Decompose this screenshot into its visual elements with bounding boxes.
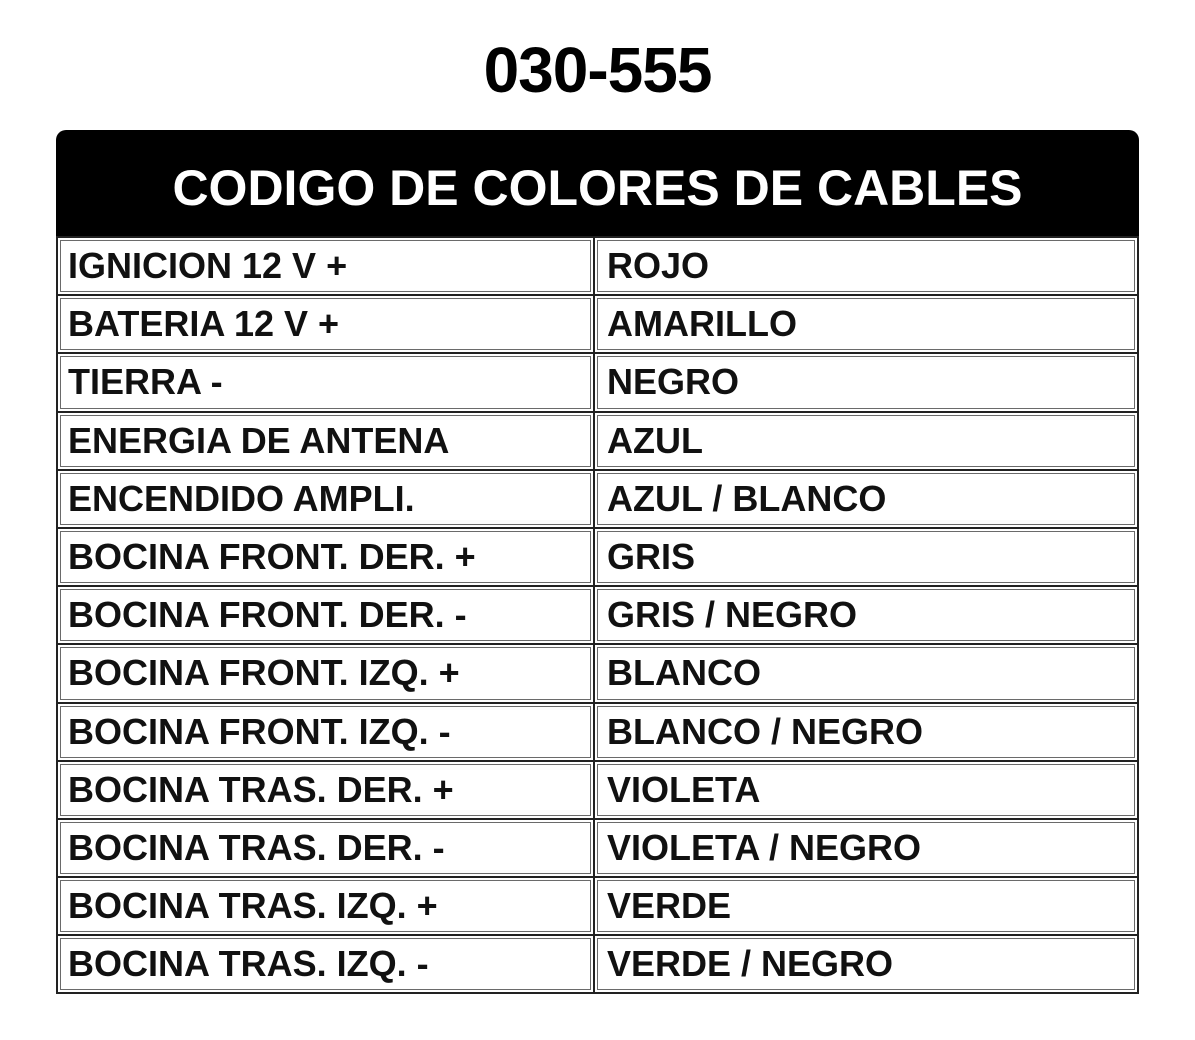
color-cell: BLANCO: [595, 645, 1137, 701]
function-cell: BOCINA FRONT. IZQ. -: [58, 704, 595, 760]
table-row: [58, 818, 1137, 876]
table-row: [58, 876, 1137, 934]
model-code-title: 030-555: [483, 34, 712, 106]
function-cell: BOCINA FRONT. IZQ. +: [58, 645, 595, 701]
table-row: [58, 294, 1137, 352]
color-cell: VERDE / NEGRO: [595, 936, 1137, 992]
color-cell: BLANCO / NEGRO: [595, 704, 1137, 760]
function-cell: BOCINA TRAS. IZQ. +: [58, 878, 595, 934]
table-row: [58, 643, 1137, 701]
function-cell: BOCINA FRONT. DER. +: [58, 529, 595, 585]
table-row: [58, 527, 1137, 585]
table-row: [58, 236, 1137, 294]
table-row: [58, 760, 1137, 818]
table-row: [58, 352, 1137, 410]
table-row: [58, 411, 1137, 469]
table-row: [58, 702, 1137, 760]
function-cell: IGNICION 12 V +: [58, 238, 595, 294]
table-row: [58, 934, 1137, 992]
color-cell: NEGRO: [595, 354, 1137, 410]
color-cell: GRIS / NEGRO: [595, 587, 1137, 643]
color-cell: GRIS: [595, 529, 1137, 585]
color-cell: AZUL: [595, 413, 1137, 469]
function-cell: BATERIA 12 V +: [58, 296, 595, 352]
function-cell: BOCINA TRAS. IZQ. -: [58, 936, 595, 992]
table-row: [58, 469, 1137, 527]
color-cell: VERDE: [595, 878, 1137, 934]
function-cell: BOCINA FRONT. DER. -: [58, 587, 595, 643]
table-row: [58, 585, 1137, 643]
wire-color-table: [56, 130, 1139, 994]
function-cell: TIERRA -: [58, 354, 595, 410]
color-cell: VIOLETA: [595, 762, 1137, 818]
function-cell: ENERGIA DE ANTENA: [58, 413, 595, 469]
color-cell: AZUL / BLANCO: [595, 471, 1137, 527]
function-cell: BOCINA TRAS. DER. +: [58, 762, 595, 818]
table-body: [56, 236, 1139, 994]
function-cell: ENCENDIDO AMPLI.: [58, 471, 595, 527]
color-cell: VIOLETA / NEGRO: [595, 820, 1137, 876]
function-cell: BOCINA TRAS. DER. -: [58, 820, 595, 876]
table-header: CODIGO DE COLORES DE CABLES: [56, 130, 1139, 236]
color-cell: AMARILLO: [595, 296, 1137, 352]
color-cell: ROJO: [595, 238, 1137, 294]
